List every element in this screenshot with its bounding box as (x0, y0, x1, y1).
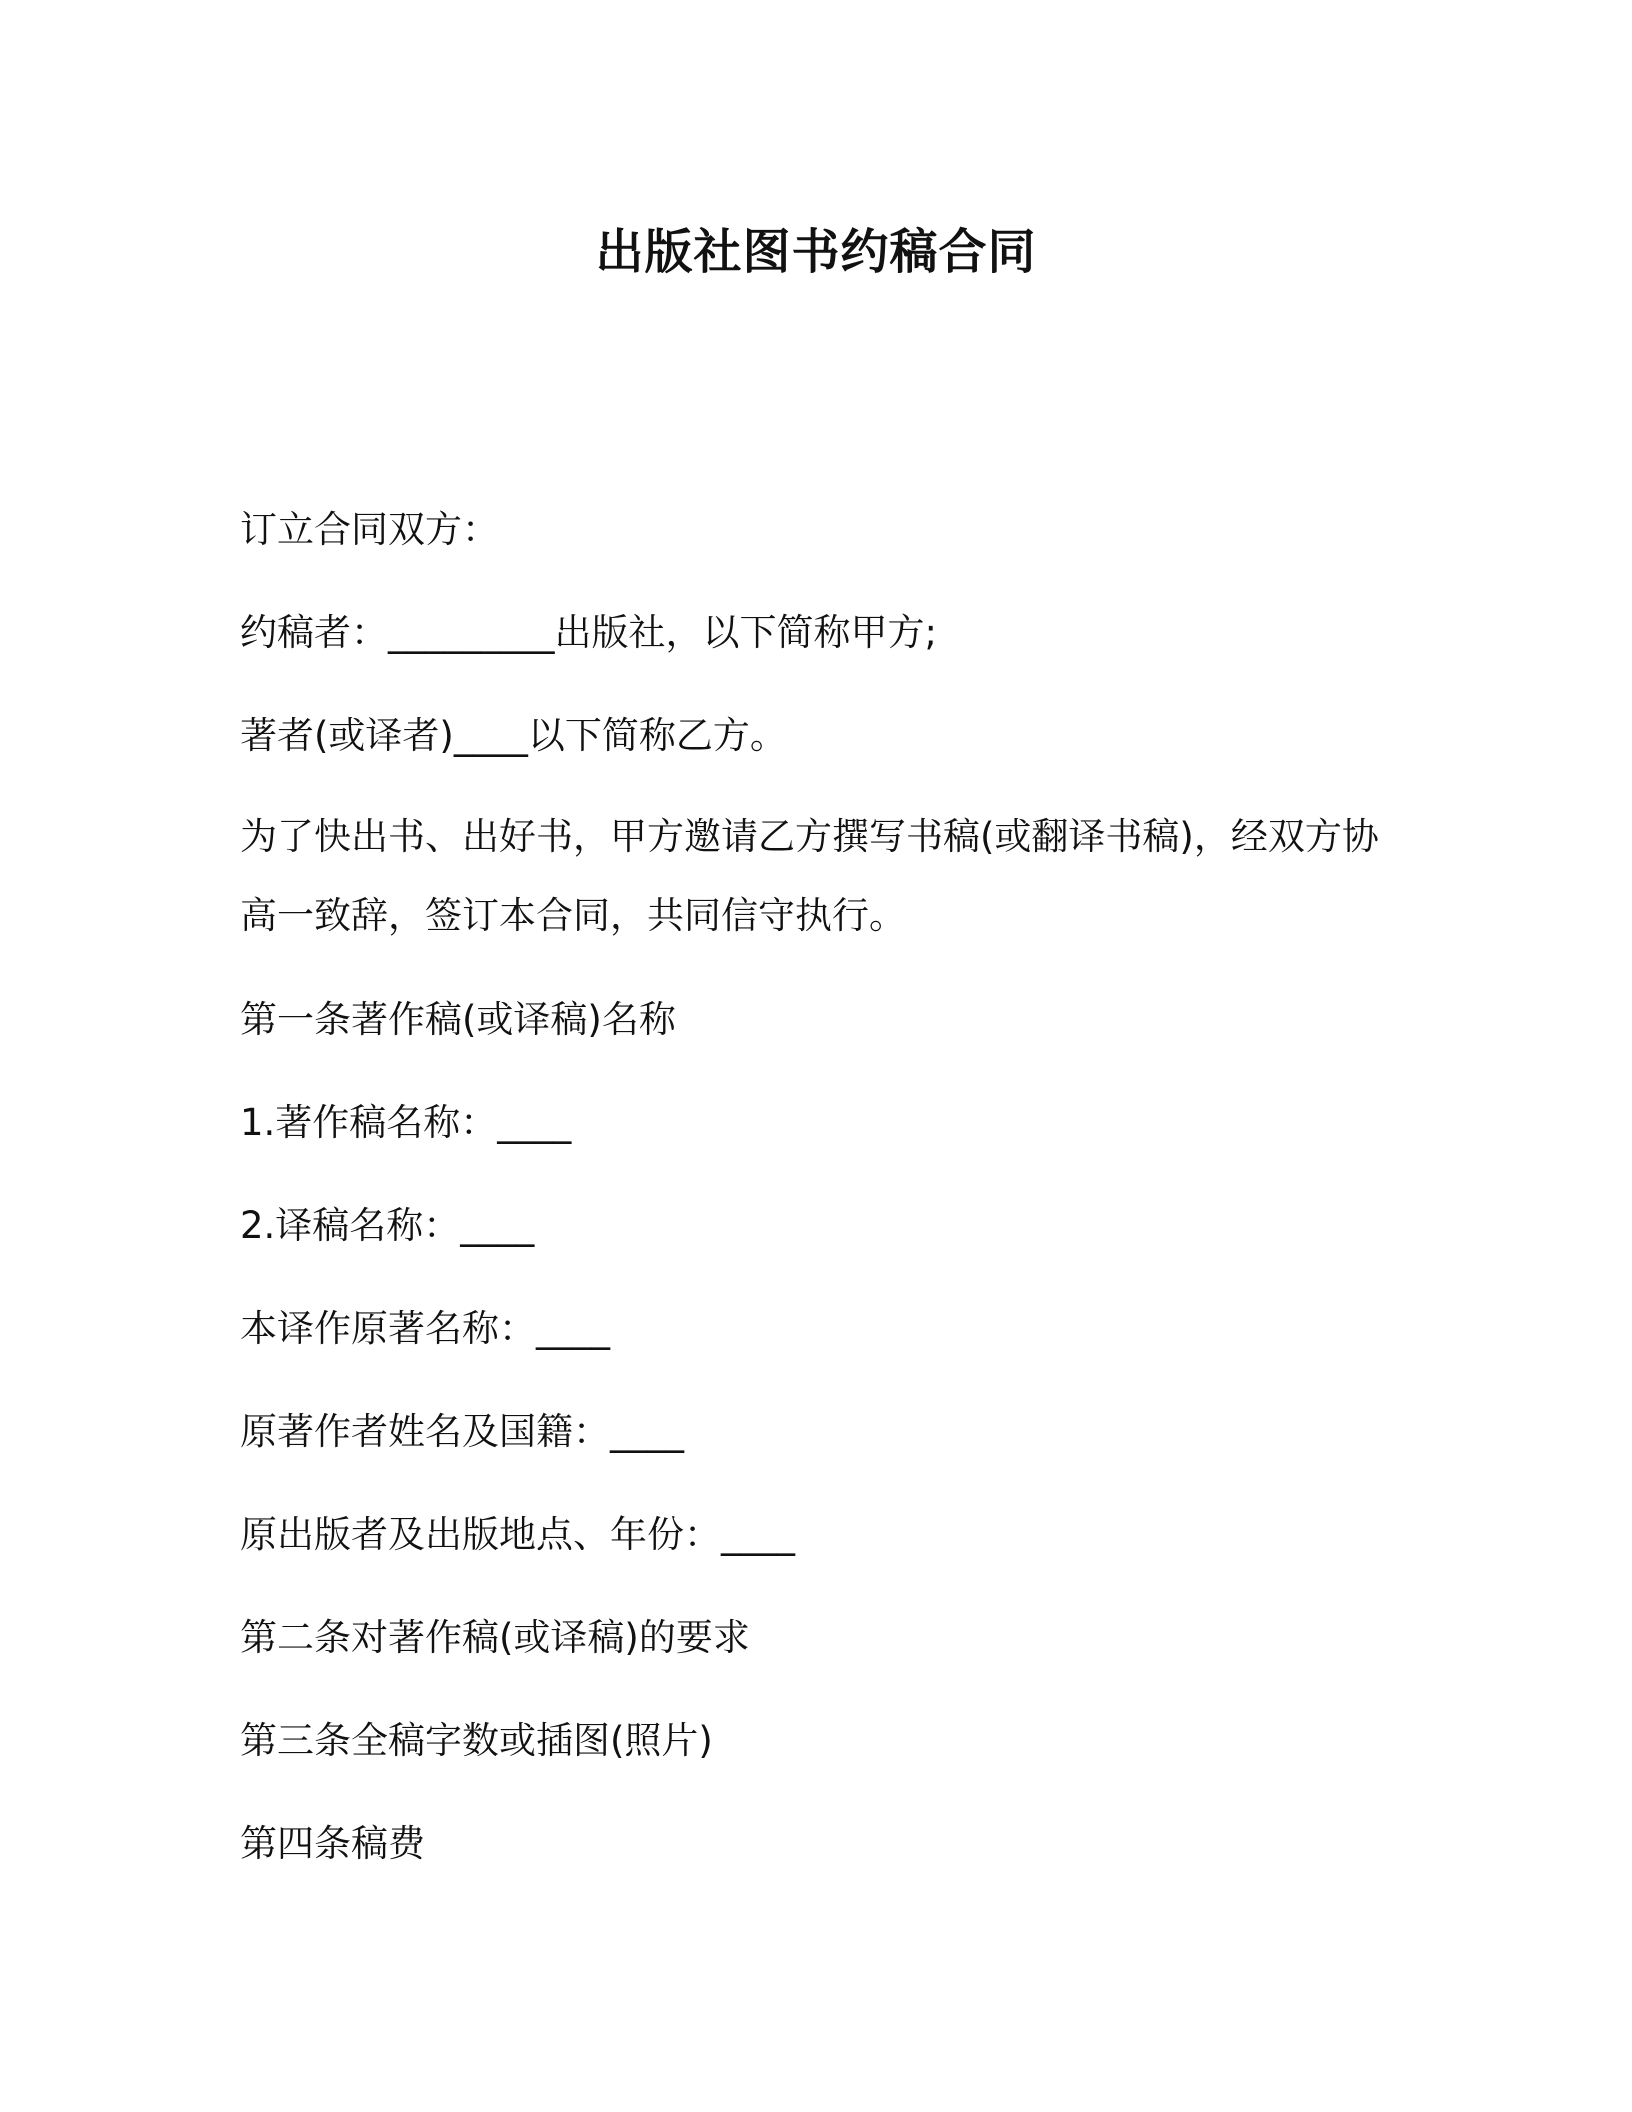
original-author-field: 原著作者姓名及国籍：____ (240, 1410, 684, 1453)
paragraph-party-b: 著者(或译者)____以下简称乙方。 (240, 714, 787, 757)
original-title-field: 本译作原著名称：____ (240, 1307, 610, 1350)
article-4-heading: 第四条稿费 (240, 1822, 425, 1865)
original-publisher-field: 原出版者及出版地点、年份：____ (240, 1513, 795, 1556)
paragraph-party-a: 约稿者：_________出版社，以下简称甲方; (240, 611, 937, 654)
document-title: 出版社图书约稿合同 (595, 224, 1037, 280)
work-title-field: 1.著作稿名称：____ (240, 1101, 572, 1144)
translation-title-field: 2.译稿名称：____ (240, 1204, 535, 1247)
paragraph-purpose-line-1: 为了快出书、出好书，甲方邀请乙方撰写书稿(或翻译书稿)，经双方协 (240, 815, 1379, 858)
article-2-heading: 第二条对著作稿(或译稿)的要求 (240, 1616, 750, 1659)
paragraph-purpose-line-2: 高一致辞，签订本合同，共同信守执行。 (240, 894, 906, 937)
paragraph-contract-parties: 订立合同双方： (240, 508, 499, 551)
article-3-heading: 第三条全稿字数或插图(照片) (240, 1719, 713, 1762)
article-1-heading: 第一条著作稿(或译稿)名称 (240, 998, 676, 1041)
